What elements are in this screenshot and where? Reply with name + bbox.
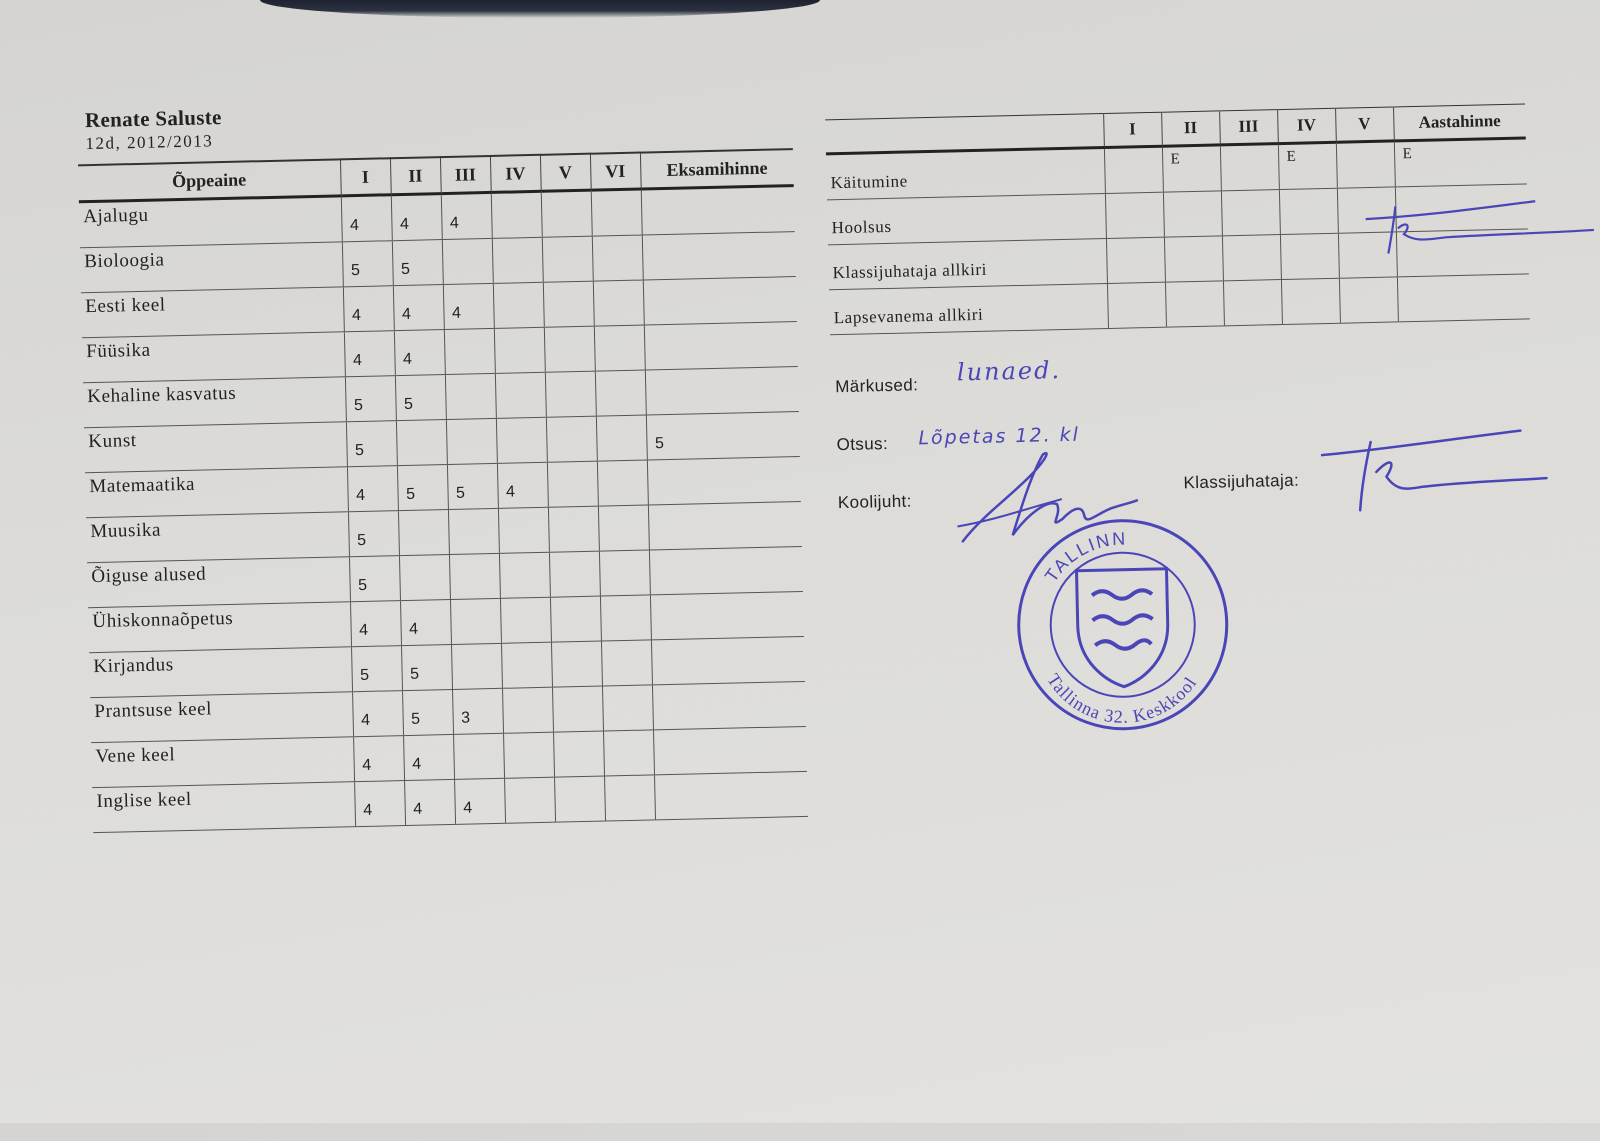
behaviour-value-cell	[1106, 237, 1165, 283]
subject-name: Kunst	[84, 422, 347, 473]
grade-cell: 4	[404, 779, 455, 825]
exam-grade-cell	[650, 591, 804, 639]
grade-cell	[550, 596, 601, 642]
behaviour-value-cell: E	[1278, 142, 1337, 189]
grade-cell	[500, 597, 551, 643]
grade-cell	[593, 280, 644, 326]
grade-cell	[495, 372, 546, 418]
grade-cell	[502, 687, 553, 733]
behaviour-row-label: Hoolsus	[827, 194, 1106, 245]
grade-cell	[396, 420, 447, 466]
grade-cell: 4	[347, 466, 398, 512]
class-teacher-signature	[1320, 428, 1552, 513]
grade-cell: 4	[394, 330, 445, 376]
grade-cell	[541, 190, 592, 237]
exam-grade-cell	[648, 502, 802, 550]
subject-name: Õiguse alused	[87, 557, 350, 608]
grade-cell	[595, 370, 646, 416]
grade-cell: 3	[452, 688, 503, 734]
behaviour-value-cell	[1221, 190, 1280, 236]
subject-name: Bioloogia	[80, 242, 343, 293]
header-period-5: V	[540, 154, 591, 192]
grade-cell: 4	[341, 195, 392, 242]
grade-cell	[548, 506, 599, 552]
grade-cell: 5	[447, 463, 498, 509]
grade-cell: 4	[497, 462, 548, 508]
decision-label: Otsus:	[836, 434, 889, 455]
grade-cell	[498, 507, 549, 553]
grade-cell	[594, 325, 645, 371]
grade-cell	[503, 732, 554, 778]
exam-grade-cell	[641, 186, 795, 235]
grade-cell: 4	[441, 192, 492, 239]
header-term-2: II	[1161, 111, 1220, 146]
grade-cell: 4	[454, 778, 505, 824]
header-annual-grade: Aastahinne	[1393, 104, 1526, 141]
behaviour-value-cell	[1336, 141, 1395, 188]
exam-grade-cell: 5	[646, 412, 800, 460]
grade-cell: 5	[349, 556, 400, 602]
remarks-handwriting: lunaed.	[956, 356, 1062, 387]
student-name: Renate Saluste	[84, 105, 222, 133]
grade-cell: 4	[343, 286, 394, 332]
subject-name: Vene keel	[91, 737, 354, 788]
subject-name: Ajalugu	[79, 196, 342, 248]
header-exam-grade: Eksamihinne	[640, 149, 794, 189]
grade-cell: 4	[403, 734, 454, 780]
grade-cell	[399, 554, 450, 600]
grade-cell	[592, 235, 643, 281]
exam-grade-cell	[649, 546, 803, 594]
behaviour-value-cell	[1281, 278, 1340, 324]
header-period-2: II	[390, 157, 441, 195]
header-subject: Õppeaine	[78, 159, 341, 201]
behaviour-value-cell	[1107, 282, 1166, 328]
exam-grade-cell	[647, 457, 801, 505]
subject-name: Kirjandus	[89, 647, 352, 698]
grade-cell	[491, 191, 542, 238]
header-term-5: V	[1335, 107, 1394, 142]
behaviour-row-label: Käitumine	[826, 148, 1105, 200]
behaviour-row-label: Lapsevanema allkiri	[829, 284, 1108, 335]
stamp-top-text: TALLINN	[1040, 528, 1128, 586]
student-class-year: 12d, 2012/2013	[85, 131, 214, 154]
grade-cell: 5	[392, 240, 443, 286]
exam-grade-cell	[642, 232, 796, 280]
grade-cell	[444, 328, 495, 374]
grade-cell: 5	[348, 511, 399, 557]
stamp-bottom-text: Tallinna 32. Keskkool	[1043, 670, 1201, 727]
grade-cell: 4	[393, 285, 444, 331]
header-period-3: III	[440, 156, 491, 194]
grade-cell	[554, 776, 605, 822]
subject-name: Eesti keel	[81, 287, 344, 338]
grade-cell	[598, 505, 649, 551]
grade-cell	[448, 508, 499, 554]
grade-cell: 4	[354, 781, 405, 827]
header-period-1: I	[340, 158, 391, 196]
behaviour-value-cell	[1397, 274, 1530, 322]
grade-cell	[499, 552, 550, 598]
exam-grade-cell	[644, 322, 798, 370]
grade-cell	[494, 327, 545, 373]
grade-cell: 5	[402, 689, 453, 735]
principal-label: Koolijuht:	[837, 491, 913, 513]
grade-cell	[553, 731, 604, 777]
grade-cell	[551, 641, 602, 687]
grade-cell	[496, 417, 547, 463]
grade-cell	[599, 550, 650, 596]
grade-cell	[543, 281, 594, 327]
grade-cell	[591, 189, 642, 236]
behaviour-value-cell	[1339, 277, 1398, 323]
subject-name: Inglise keel	[92, 782, 355, 833]
subject-name: Matemaatika	[85, 467, 348, 518]
header-term-4: IV	[1277, 108, 1336, 143]
grade-cell: 4	[443, 283, 494, 329]
subject-name: Prantsuse keel	[90, 692, 353, 743]
behaviour-value-cell	[1165, 281, 1224, 327]
grade-cell	[442, 238, 493, 284]
header-period-6: VI	[590, 153, 641, 191]
grade-cell: 5	[342, 241, 393, 287]
header-term-3: III	[1219, 110, 1278, 145]
svg-text:TALLINN	[1040, 529, 1128, 586]
header-period-4: IV	[490, 155, 541, 193]
exam-grade-cell	[653, 726, 807, 774]
grade-cell	[602, 685, 653, 731]
subject-name: Kehaline kasvatus	[83, 377, 346, 428]
grade-cell: 4	[344, 331, 395, 377]
exam-grade-cell	[654, 771, 808, 819]
grade-cell	[446, 418, 497, 464]
svg-text:Tallinna 32. Keskkool	[1043, 667, 1202, 729]
grade-cell: 5	[346, 421, 397, 467]
grade-cell: 5	[395, 375, 446, 421]
subject-name: Muusika	[86, 512, 349, 563]
grade-cell	[398, 510, 449, 556]
grade-cell	[449, 553, 500, 599]
school-stamp	[1010, 512, 1235, 737]
grade-cell	[603, 730, 654, 776]
grade-cell	[493, 282, 544, 328]
exam-grade-cell	[643, 277, 797, 325]
grade-cell	[601, 640, 652, 686]
behaviour-row-label: Klassijuhataja allkiri	[828, 239, 1107, 290]
grade-cell	[546, 416, 597, 462]
exam-grade-cell	[651, 636, 805, 684]
subject-name: Füüsika	[82, 332, 345, 383]
grade-cell: 4	[391, 194, 442, 241]
remarks-label: Märkused:	[835, 375, 919, 397]
exam-grade-cell	[645, 367, 799, 415]
grade-cell	[450, 598, 501, 644]
grade-cell	[445, 373, 496, 419]
grade-cell	[453, 733, 504, 779]
behaviour-value-cell	[1105, 192, 1164, 238]
grade-cell	[544, 326, 595, 372]
grade-cell: 5	[345, 376, 396, 422]
grade-cell	[597, 460, 648, 506]
behaviour-value-cell	[1279, 188, 1338, 234]
grade-cell	[545, 371, 596, 417]
grade-cell	[549, 551, 600, 597]
behaviour-value-cell	[1163, 191, 1222, 237]
grade-cell	[451, 643, 502, 689]
grade-cell	[504, 777, 555, 823]
grade-cell	[501, 642, 552, 688]
grade-cell	[547, 461, 598, 507]
header-term-1: I	[1103, 112, 1162, 147]
grade-cell: 4	[350, 601, 401, 647]
grade-cell: 5	[401, 644, 452, 690]
grade-cell	[552, 686, 603, 732]
grade-cell	[492, 237, 543, 283]
behaviour-value-cell	[1164, 236, 1223, 282]
grades-table	[78, 148, 808, 833]
table-signature-mark	[1365, 194, 1596, 259]
behaviour-value-cell	[1220, 144, 1279, 191]
exam-grade-cell	[652, 681, 806, 729]
behaviour-value-cell	[1223, 280, 1282, 326]
decision-handwriting: Lõpetas 12. kl	[918, 423, 1081, 450]
grade-cell	[542, 236, 593, 282]
behaviour-value-cell	[1222, 235, 1281, 281]
behaviour-value-cell: E	[1394, 138, 1527, 187]
class-teacher-label: Klassijuhataja:	[1183, 470, 1300, 493]
grade-cell: 5	[351, 646, 402, 692]
grade-cell: 4	[352, 691, 403, 737]
subject-name: Ühiskonnaõpetus	[88, 602, 351, 653]
grade-cell: 5	[397, 465, 448, 511]
grade-cell: 4	[400, 599, 451, 645]
grade-cell	[604, 775, 655, 821]
grade-cell: 4	[353, 736, 404, 782]
behaviour-value-cell	[1280, 233, 1339, 279]
grade-cell	[600, 595, 651, 641]
behaviour-value-cell: E	[1162, 145, 1221, 192]
behaviour-value-cell	[1104, 146, 1163, 193]
grade-cell	[596, 415, 647, 461]
